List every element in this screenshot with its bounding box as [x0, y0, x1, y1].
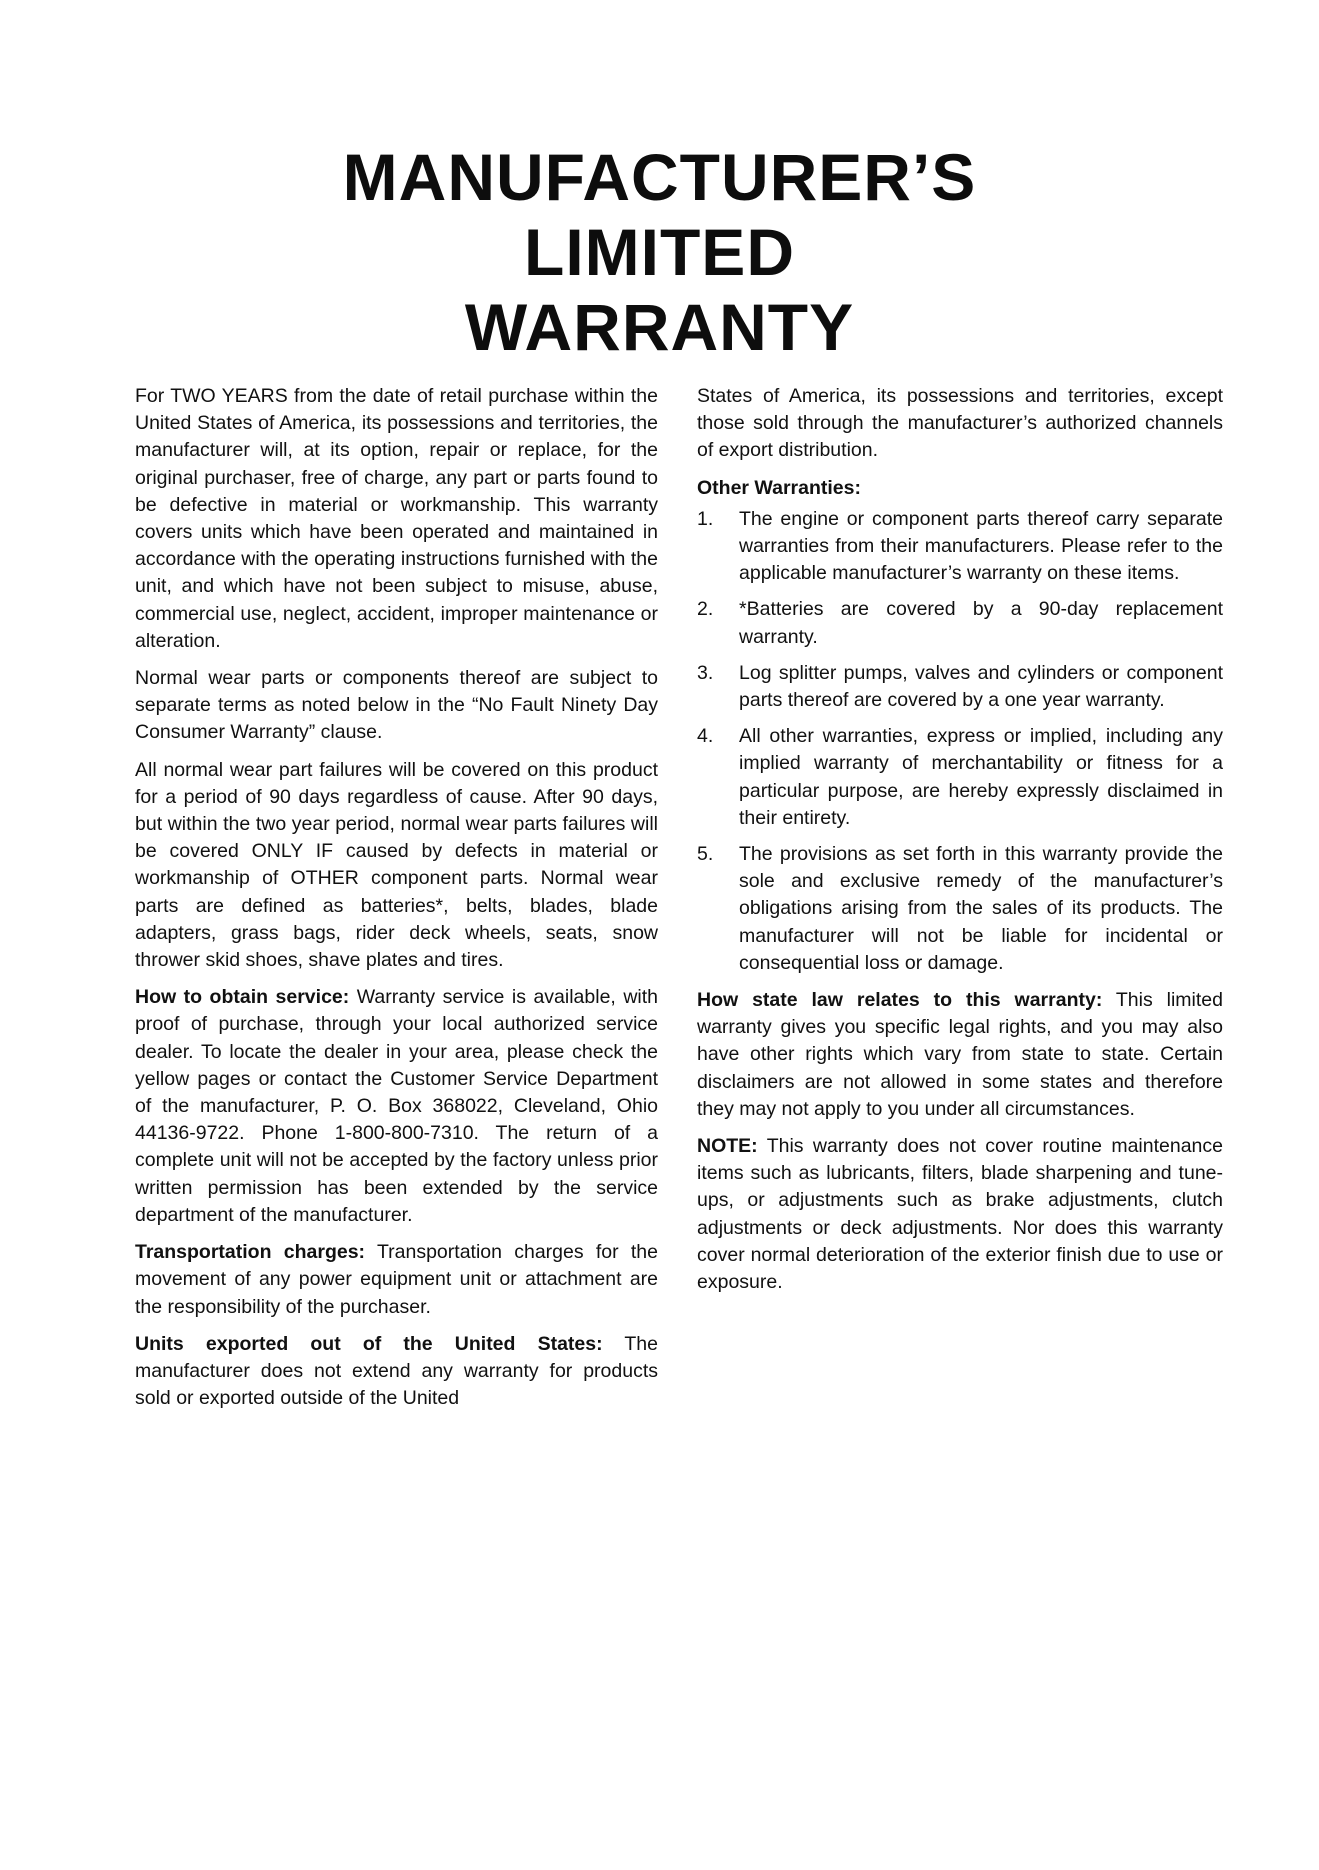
list-item [697, 723, 1223, 832]
export-heading: Units exported out of the United States: [135, 1332, 603, 1355]
page-title [0, 140, 1319, 365]
title-line-2: LIMITED [524, 215, 795, 289]
title-line-3: WARRANTY [464, 290, 855, 364]
list-item-text: All other warranties, express or implied, including any implied warranty of merchantability or fitness for a particular purpose, are hereby expressly disclaimed in their entirety. [739, 725, 1223, 829]
export-text: The manufacturer does not extend any warranty for products sold or exported outside of the United [135, 1332, 658, 1410]
list-item-number: 2. [697, 598, 714, 621]
note-paragraph [697, 1133, 1223, 1296]
transport-heading: Transportation charges: [135, 1241, 366, 1264]
service-paragraph [135, 984, 658, 1229]
list-item-number: 1. [697, 507, 714, 530]
list-item-text: The engine or component parts thereof carry separate warranties from their manufacturers. Please refer to the applicable manufacturer’s warranty on these items. [739, 507, 1223, 585]
state-law-heading: How state law relates to this warranty: [697, 989, 1103, 1012]
list-item-text: The provisions as set forth in this warranty provide the sole and exclusive remedy of the manufacturer’s obligations arising from the sales of its products. The manufacturer will not be liable for incidental or consequential loss or damage. [739, 843, 1223, 974]
list-item [697, 506, 1223, 588]
service-heading: How to obtain service: [135, 986, 350, 1009]
normal-wear-paragraph: Normal wear parts or components thereof are subject to separate terms as noted below in the “No Fault Ninety Day Consumer Warranty” clause. [135, 667, 658, 744]
list-item [697, 841, 1223, 977]
wear-failures-paragraph: All normal wear part failures will be covered on this product for a period of 90 days regardless of cause. After 90 days, but within the two year period, normal wear parts failures will be covered ONLY IF caused by defects in material or workmanship of OTHER component parts. Normal wear parts are defined as batteries*, belts, blades, blade adapters, grass bags, rider deck wheels, seats, snow thrower skid shoes, shave plates and tires. [135, 758, 658, 972]
list-item-number: 4. [697, 725, 714, 748]
list-item-number: 3. [697, 661, 714, 684]
service-text: Warranty service is available, with proof of purchase, through your local authorized service dealer. To locate the dealer in your area, please check the yellow pages or contact the Customer Service Department of the manufacturer, P. O. Box 368022, Cleveland, Ohio 44136-9722. Phone 1-800-800-7310. The return of a complete unit will not be accepted by the factory unless prior written permission has been extended by the service department of the manufacturer. [135, 986, 659, 1226]
note-heading: NOTE: [697, 1135, 758, 1158]
state-law-text: This limited warranty gives you specific legal rights, and you may also have other rights which vary from state to state. Certain disclaimers are not allowed in some states and therefore they may not apply to you under all circumstances. [697, 989, 1223, 1120]
transport-paragraph [135, 1239, 658, 1321]
list-item-text: Log splitter pumps, valves and cylinders or component parts thereof are covered by a one year warranty. [739, 661, 1223, 712]
note-text: This warranty does not cover routine maintenance items such as lubricants, filters, blade sharpening and tune-ups, or adjustments such as brake adjustments, clutch adjustments or deck adjustments. Nor does this warranty cover normal deterioration of the exterior finish due to use or exposure. [697, 1135, 1223, 1294]
other-warranties-heading: Other Warranties: [697, 476, 861, 499]
other-warranties-list [697, 506, 1223, 977]
coverage-paragraph: For TWO YEARS from the date of retail purchase within the United States of America, its possessions and territories, the manufacturer will, at its option, repair or replace, for the original purchaser, free of charge, any part or parts found to be defective in material or workmanship. This warranty covers units which have been operated and maintained in accordance with the operating instructions furnished with the unit, and which have not been subject to misuse, abuse, commercial use, neglect, accident, improper maintenance or alteration. [135, 385, 658, 652]
transport-text: Transportation charges for the movement of any power equipment unit or attachment are the responsibility of the purchaser. [135, 1241, 658, 1318]
title-line-1: MANUFACTURER’S [342, 140, 977, 214]
list-item [697, 596, 1223, 650]
export-continuation-paragraph: States of America, its possessions and territories, except those sold through the manufacturer’s authorized channels of export distribution. [697, 385, 1223, 462]
list-item [697, 660, 1223, 714]
right-column [697, 383, 1223, 1306]
list-item-text: *Batteries are covered by a 90-day replacement warranty. [739, 598, 1223, 648]
state-law-paragraph [697, 987, 1223, 1123]
list-item-number: 5. [697, 843, 714, 866]
left-column [135, 383, 658, 1422]
export-paragraph [135, 1331, 658, 1413]
